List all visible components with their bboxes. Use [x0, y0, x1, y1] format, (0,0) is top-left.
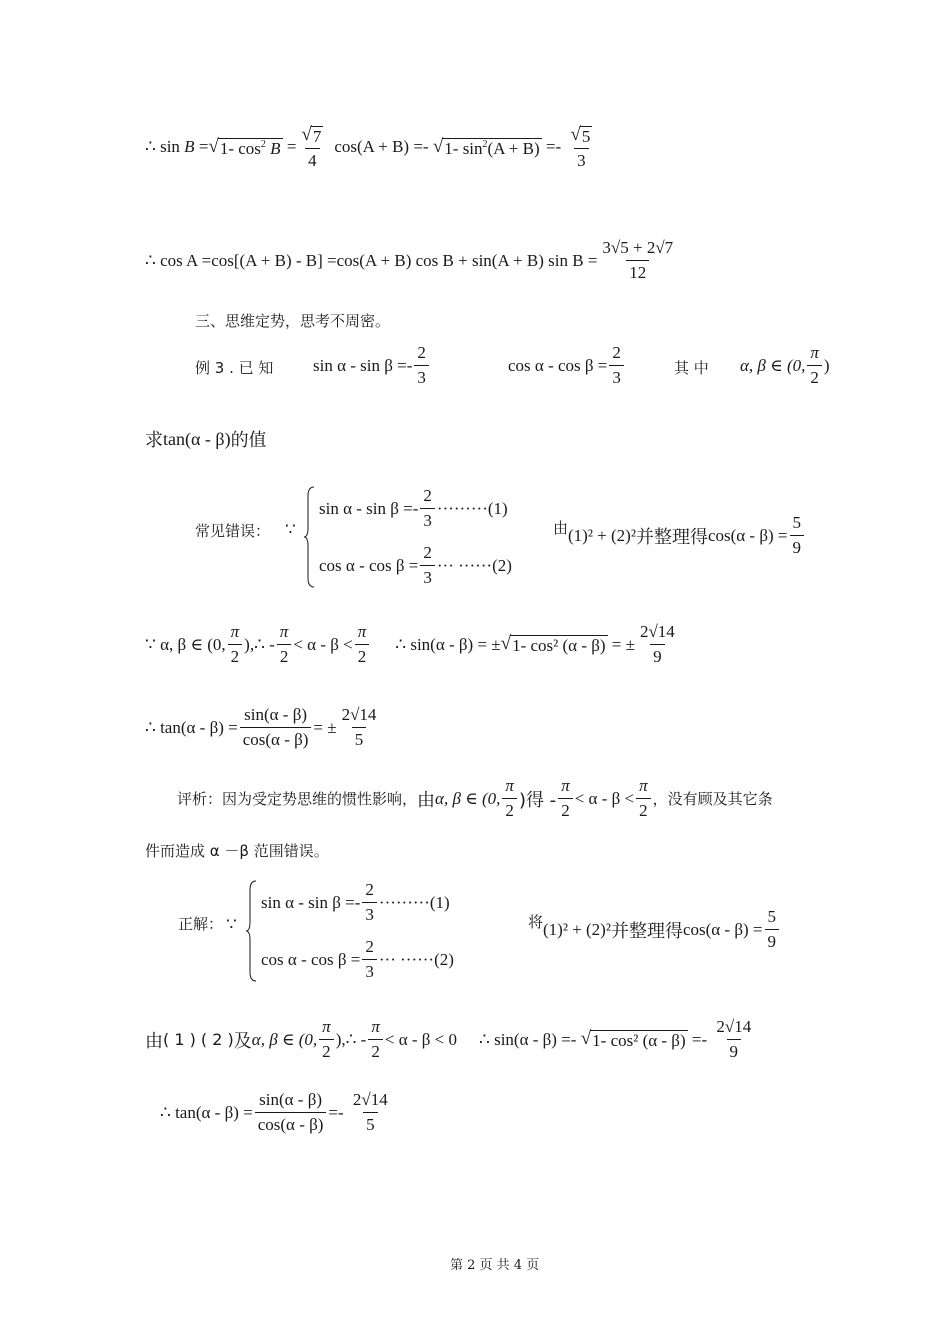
system-row-1: sin α - sin β =- $\frac{2}{3}$ ·········(1) [319, 486, 508, 530]
fraction-sqrt7-4: √ 7 4 [301, 123, 322, 170]
example-label: 例 3 . 已 知 [195, 359, 274, 377]
brace-icon [245, 880, 257, 982]
equals: = [198, 137, 209, 157]
var-b: B [184, 137, 195, 157]
given-eq1: sin α - sin β =- $\frac{2}{3}$ [313, 343, 431, 388]
sin-text: sin [160, 137, 180, 157]
brace-icon [303, 486, 315, 588]
qizhong-text: 其 中 [674, 359, 709, 377]
fraction-sqrt5-3: √ 5 3 [570, 123, 591, 170]
because-symbol: ∵ [285, 520, 296, 539]
because-symbol-2: ∵ [226, 915, 237, 934]
system-row-2: cos α - cos β = $\frac{2}{3}$ ··· ······(2) [319, 543, 512, 587]
section-heading: 三、思维定势，思考不周密。 [195, 312, 391, 330]
equation-system-correct [245, 880, 454, 982]
correct-range-line: 由 ( 1 ) ( 2 ) 及 α, β ∈ (0, $\frac{\pi}{2}$ ),∴ - $\frac{\pi}{2}$ < α - β < 0 ∴ sin(α - β) =- √ 1- cos² (α - β) =- $\frac{2√14}{9}$ [145, 1017, 752, 1061]
analysis-line-2: 件而造成 α －β 范围错误。 [145, 842, 329, 860]
solution-label: 正解： [178, 915, 224, 933]
equation-system-wrong [303, 486, 512, 588]
wrong-tan-line: ∴ tan(α - β) = $\frac{\sin(\alpha - \beta)}{\cos(\alpha - \beta)}$ = ± $\frac{2√14}{5}$ [145, 705, 377, 749]
given-domain: α, β ∈ (0, $\frac{\pi}{2}$ ) [740, 343, 830, 387]
mistake-label: 常见错误： [195, 522, 271, 540]
sqrt-2: √ 1- $\sin^2(A + B)$ [432, 135, 540, 158]
system-row-1: sin α - sin β =- $\frac{2}{3}$ ·········(1) [261, 880, 450, 924]
combine-result-wrong: 由 (1)² + (2)² 并整理得 cos(α - β) = $\frac{5}{9}$ [553, 513, 806, 558]
sqrt-1: √ 1- $\cos^2 B$ [208, 135, 281, 158]
given-eq2: cos α - cos β = $\frac{2}{3}$ [508, 343, 626, 388]
equation-sinB: ∴ sin B = √ 1- $\cos^2 B$ = √ 7 4 cos(A + B) =- √ 1- $\sin^2(A + B)$ =- √ 5 3 [145, 124, 597, 171]
wrong-range-line: ∵ α, β ∈ (0, $\frac{\pi}{2}$ ),∴ - $\frac{\pi}{2}$ < α - β < $\frac{\pi}{2}$ ∴ sin(α - β) = ± √ 1- cos² (α - β) = ± $\frac{2√14}{9}$ [145, 622, 675, 666]
combine-result-correct: 将 (1)² + (2)² 并整理得 cos(α - β) = $\frac{5}{9}$ [528, 907, 781, 952]
equation-cosA: ∴ cos A =cos[(A + B) - B] =cos(A + B) cos B + sin(A + B) sin B = $\frac{3√5 + 2√7}{12}$ [145, 238, 678, 283]
system-row-2: cos α - cos β = $\frac{2}{3}$ ··· ······(2) [261, 937, 454, 981]
page-footer: 第 2 页 共 4 页 [450, 1258, 540, 1273]
fraction-cosA-result: $\frac{3√5 + 2√7}{12}$ [602, 238, 674, 282]
cos-a-plus-b: cos(A + B) [334, 137, 410, 157]
therefore-symbol: ∴ [145, 137, 156, 157]
correct-tan-line: ∴ tan(α - β) = $\frac{\sin(\alpha - \beta)}{\cos(\alpha - \beta)}$ =- $\frac{2√14}{5}$ [160, 1090, 388, 1134]
analysis-line: 评析：因为受定势思维的惯性影响， 由 α, β ∈ (0, $\frac{\pi}{2}$ )得 - $\frac{\pi}{2}$ < α - β < $\frac{\pi}{2}$ ，没有顾及其它条 [177, 776, 773, 820]
question-line: 求 tan(α - β) 的值 [145, 428, 267, 451]
